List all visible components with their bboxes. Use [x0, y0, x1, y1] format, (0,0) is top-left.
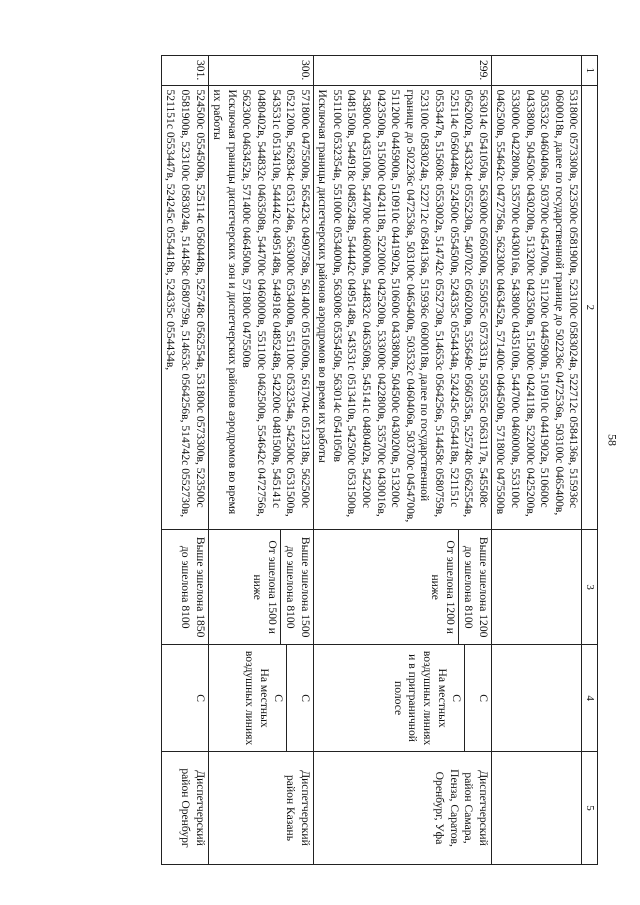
continuation-row — [491, 56, 582, 865]
spacer — [289, 649, 297, 747]
altitude-limit: до эшелона 8100 — [284, 545, 298, 629]
district-name: Диспетчерский район Казань — [208, 752, 313, 865]
table-row — [208, 56, 313, 865]
altitude-limit: до эшелона 8100 — [178, 545, 192, 629]
boundary-coordinates: 531800с 0573300в, 523500с 0581900в, 523100с 0583024в, 522712с 0584136в, 515936с 0600018в, далее по государственной границе до 502236с 0472536в, 503100с 0465400в, 503532с 0460406в, 503700с 0454700в, 511200с 0445900в, 510910с 0441902в, 510600с 0433800в, 504500с 0430200в, 513200с 0423500в, 515000с 0424118в, 522000с 0425200в, 533000с 0422800в, 535700с 0430016в, 543800с 0435100в, 544700с 0460000в, 553100с 0462500в, 554642с 0472756в, 562300с 0463452в, 571400с 0464500в, 571800с 0475500в — [491, 85, 582, 530]
altitude-upper: Выше эшелона 1850 — [193, 536, 207, 638]
page-number: 58 — [605, 434, 620, 446]
class-cell — [313, 645, 491, 752]
airspace-class: С — [193, 694, 207, 702]
altitude-lower: От эшелона 1500 и ниже — [249, 530, 280, 644]
altitude-cell — [161, 530, 208, 645]
altitude-limit: до эшелона 8100 — [462, 545, 476, 629]
boundary-cell — [208, 85, 313, 530]
header-col-5: 5 — [582, 752, 598, 865]
district-cell — [491, 752, 582, 865]
airspace-note: На местных воздушных линиях и в приграничной полосе — [391, 650, 449, 746]
airspace-note: На местных воздушных линиях — [242, 650, 271, 746]
altitude-cell — [491, 530, 582, 645]
airspace-class: С — [298, 694, 312, 702]
row-number: 301. — [161, 56, 208, 86]
boundary-note: Исключая границы диспетчерских районов аэродромов во время их работы — [316, 89, 330, 463]
row-number: 299. — [313, 56, 491, 86]
altitude-cell — [313, 530, 491, 645]
row-number: 300. — [208, 56, 313, 86]
header-row — [582, 56, 598, 865]
boundary-coordinates: 571800с 0475500в, 565423с 0490758в, 561400с 0510500в, 561704с 0512318в, 562500с 0521200в, 562834с 0531246в, 563000с 0534000в, 551100с 0532354в, 542500с 0531500в, 543531с 0513410в, 544442с 0495148в, 544918с 0485248в, 542200с 0481500в, 545141с 0480402в, 544832с 0463508в, 544700с 0460000в, 551100с 0462500в, 554642с 0472756в, 562300с 0463452в, 571400с 0464500в, 571800с 0475500в — [240, 89, 312, 517]
class-cell — [491, 645, 582, 752]
airspace-class: С — [476, 694, 490, 702]
landscape-content — [78, 55, 598, 865]
class-cell — [208, 645, 313, 752]
table-row — [313, 56, 491, 865]
table-row — [161, 56, 208, 865]
boundary-coordinates: 524500с 0554500в, 525114с 0560448в, 525748с 0562554в, 531800с 0573300в, 523500с 0581900в, 523100с 0583024в, 514458с 0580759в, 514653с 0564256в, 514742с 0552730в, 521151с 0553447в, 524245с 0554418в, 524335с 0554434в, — [161, 85, 208, 530]
airspace-class-lower: С — [449, 645, 466, 751]
header-col-2: 2 — [582, 85, 598, 530]
spacer — [467, 649, 475, 747]
row-number — [491, 56, 582, 86]
altitude-upper: Выше эшелона 1200 — [476, 536, 490, 638]
airspace-class-lower: С — [271, 645, 288, 751]
header-col-3: 3 — [582, 530, 598, 645]
rotated-page — [78, 55, 598, 865]
altitude-cell — [208, 530, 313, 645]
airspace-table — [161, 55, 598, 865]
altitude-lower: От эшелона 1200 и ниже — [427, 530, 458, 644]
boundary-cell — [313, 85, 491, 530]
altitude-upper: Выше эшелона 1500 — [298, 536, 312, 638]
boundary-coordinates: 563014с 0541050в, 563000с 0560500в, 555055с 0573331в, 550355с 0563117в, 545508с 0562002в, 543324с 0555230в, 540702с 0560200в, 535649с 0560535в, 525748с 0562554в, 525114с 0560448в, 524500с 0554500в, 524335с 0554434в, 524245с 0554418в, 521151с 0553447в, 515608с 0553002в, 514742с 0552730в, 514653с 0564256в, 514458с 0580759в, 523100с 0583024в, 522712с 0584136в, 515936с 0600018в, далее по государственной границе до 502236с 0472536в, 503100с 0465400в, 503532с 0460406в, 503700с 0454700в, 511200с 0445900в, 510910с 0441902в, 510600с 0433800в, 504500с 0430200в, 513200с 0423500в, 515000с 0424118в, 522000с 0425200в, 533000с 0422800в, 535700с 0430016в, 543800с 0435100в, 544700с 0460000в, 544832с 0463508в, 545141с 0480402в, 542200с 0481500в, 544918с 0485248в, 544442с 0495148в, 543531с 0513410в, 542500с 0531500в, 551100с 0532354в, 551000с 0534000в, 563008с 0535450в, 563014с 0541050в — [330, 89, 490, 523]
boundary-note: Исключая границы диспетчерских зон и диспетчерских районов аэродромов во время их работы — [211, 89, 239, 515]
header-col-4: 4 — [582, 645, 598, 752]
class-cell — [161, 645, 208, 752]
district-name: Диспетчерский район Оренбург — [161, 752, 208, 865]
header-col-1: 1 — [582, 56, 598, 86]
district-name: Диспетчерский район Самара, Пенза, Саратов, Оренбург, Уфа — [313, 752, 491, 865]
